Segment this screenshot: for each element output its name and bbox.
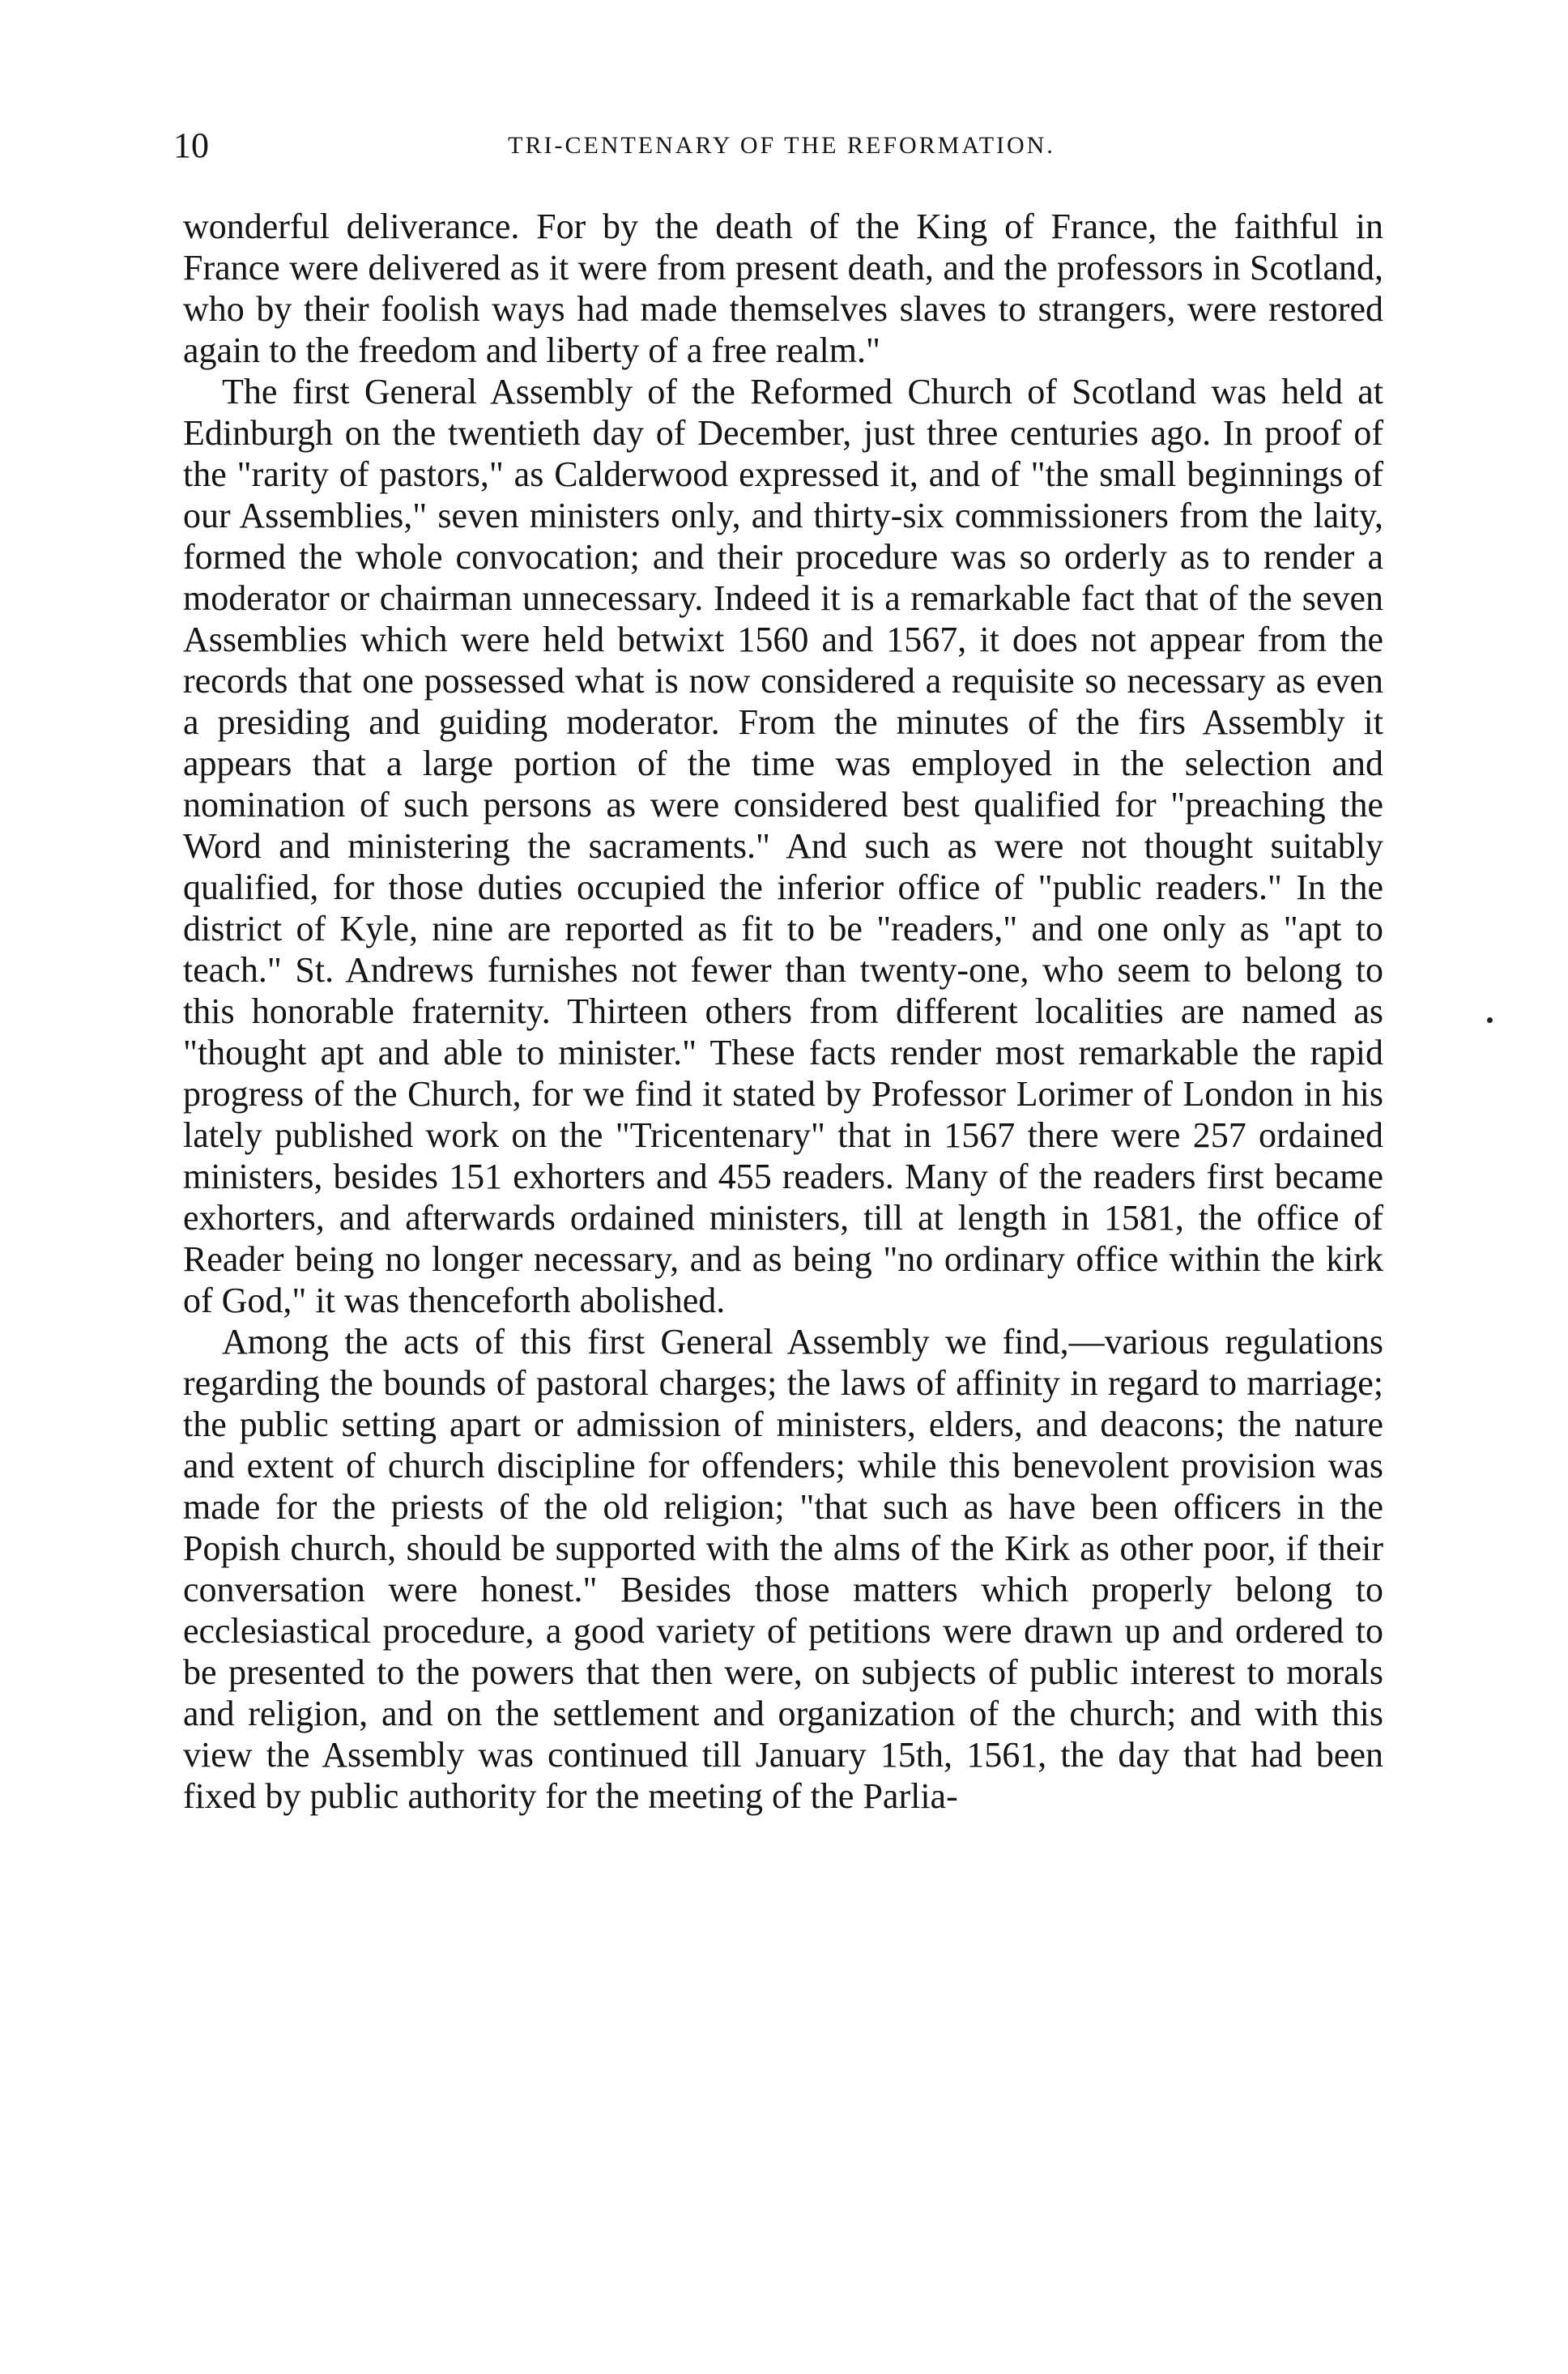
body-text: [183, 206, 1383, 1817]
paragraph-continuation: wonderful deliverance. For by the death of the King of France, the faithful in France were delivered as it were from present death, and the professors in Scotland, who by their foolish ways had made themselves slaves to strangers, were restored again to the freedom and liberty of a free realm.": [183, 207, 1383, 370]
margin-mark: [1487, 1017, 1493, 1023]
paragraph-acts-of-assembly: Among the acts of this first General Assembly we find,—various regulations regarding the bounds of pastoral charges; the laws of affinity in regard to marriage; the public setting apart or admission of ministers, elders, and deacons; the nature and extent of church discipline for offenders; while this benevolent provision was made for the priests of the old religion; "that such as have been officers in the Popish church, should be supported with the alms of the Kirk as other poor, if their conversation were honest." Besides those matters which properly belong to ecclesiastical procedure, a good variety of petitions were drawn up and ordered to be presented to the powers that then were, on subjects of public interest to morals and religion, and on the settlement and organization of the church; and with this view the Assembly was continued till January 15th, 1561, the day that had been fixed by public authority for the meeting of the Parlia-: [183, 1322, 1383, 1816]
running-title: TRI-CENTENARY OF THE REFORMATION.: [508, 132, 1055, 159]
page-header: [173, 121, 1390, 170]
page-number: 10: [173, 126, 209, 165]
paragraph-general-assembly: The first General Assembly of the Reformed Church of Scotland was held at Edinburgh on the twentieth day of December, just three centuries ago. In proof of the "rarity of pastors," as Calderwood expressed it, and of "the small beginnings of our Assemblies," seven ministers only, and thirty-six commissioners from the laity, formed the whole convocation; and their procedure was so orderly as to render a moderator or chairman unnecessary. Indeed it is a remarkable fact that of the seven Assemblies which were held betwixt 1560 and 1567, it does not appear from the records that one possessed what is now considered a requisite so necessary as even a presiding and guiding moderator. From the minutes of the firs Assembly it appears that a large portion of the time was employed in the selection and nomination of such persons as were considered best qualified for "preaching the Word and ministering the sacraments." And such as were not thought suitably qualified, for those duties occupied the inferior office of "public readers." In the district of Kyle, nine are reported as fit to be "readers," and one only as "apt to teach." St. Andrews furnishes not fewer than twenty-one, who seem to belong to this honorable fraternity. Thirteen others from different localities are named as "thought apt and able to minister." These facts render most remarkable the rapid progress of the Church, for we find it stated by Professor Lorimer of London in his lately published work on the "Tricentenary" that in 1567 there were 257 ordained ministers, besides 151 exhorters and 455 readers. Many of the readers first became exhorters, and afterwards ordained ministers, till at length in 1581, the office of Reader being no longer necessary, and as being "no ordinary office within the kirk of God," it was thenceforth abolished.: [183, 372, 1383, 1320]
